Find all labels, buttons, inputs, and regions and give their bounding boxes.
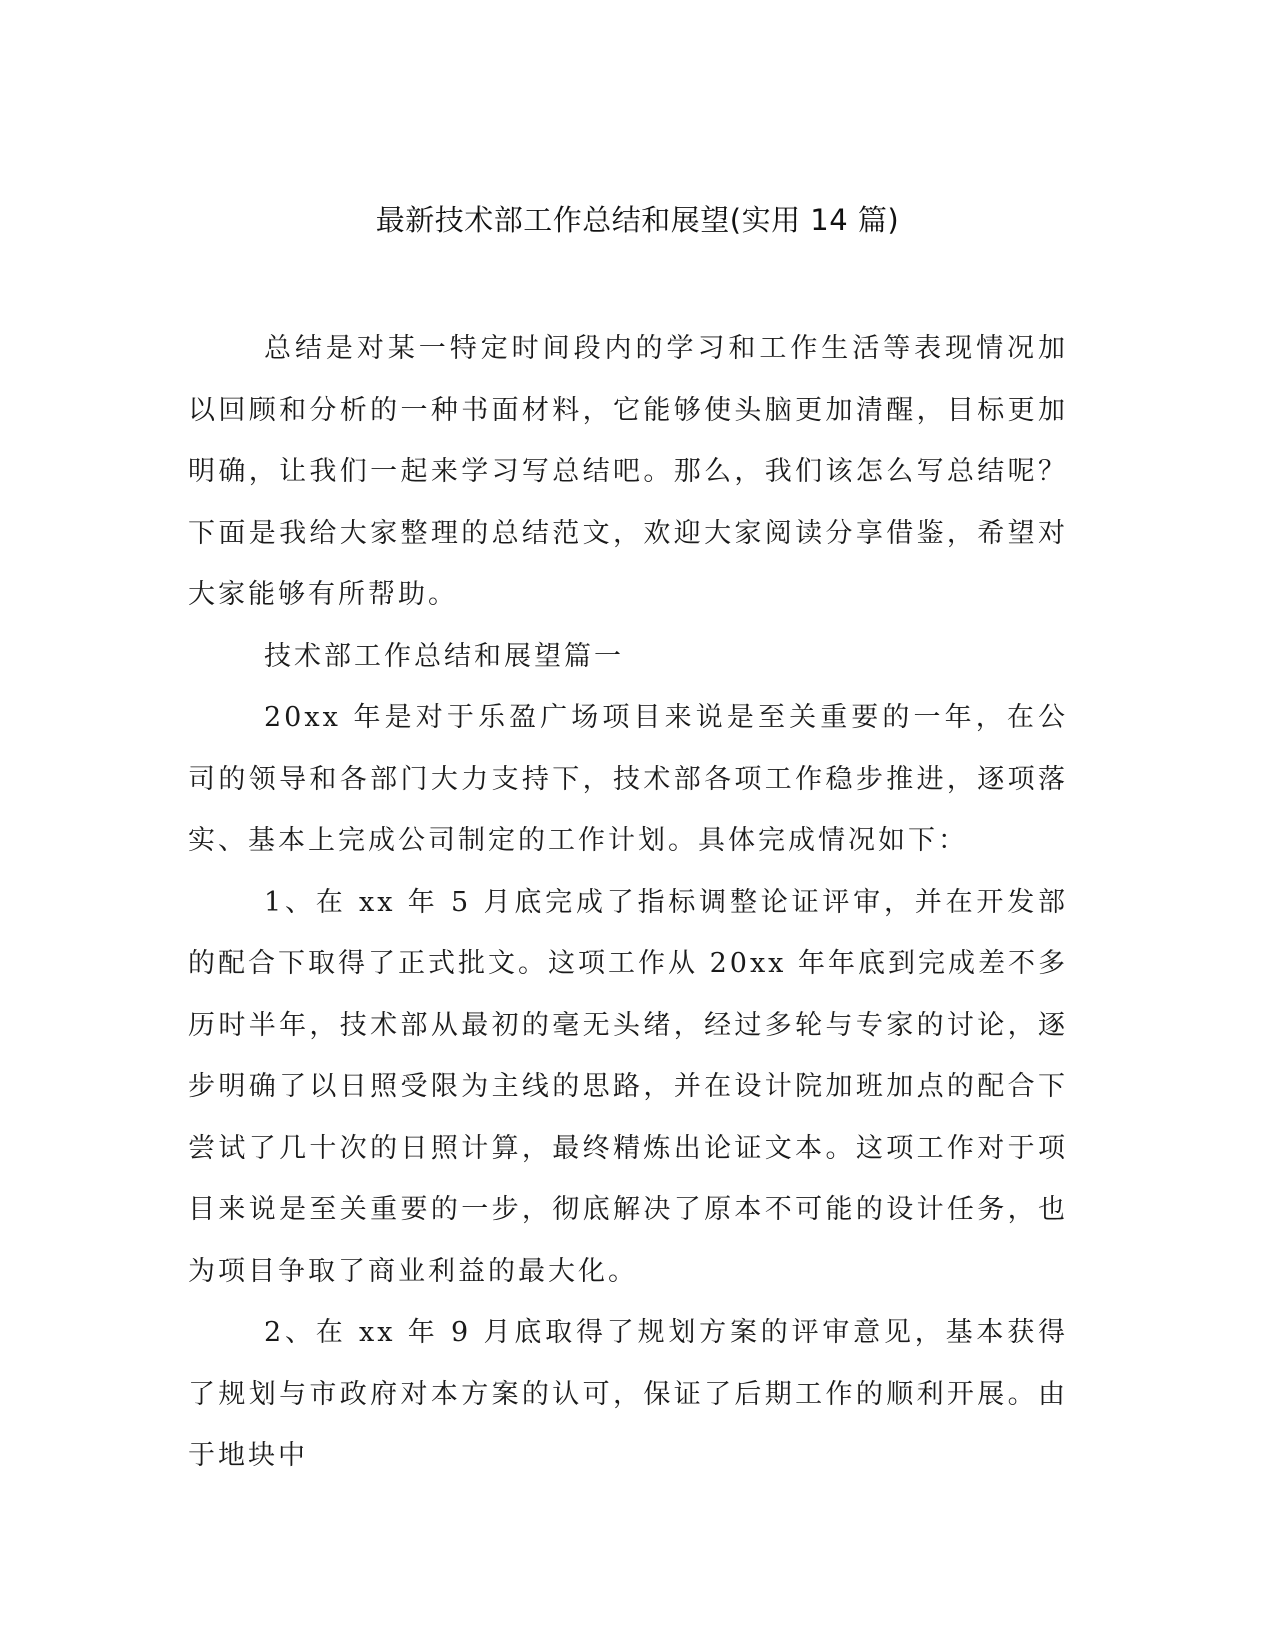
section-heading: 技术部工作总结和展望篇一 [264, 640, 624, 672]
intro-paragraph: 总结是对某一特定时间段内的学习和工作生活等表现情况加以回顾和分析的一种书面材料，它能够使头脑更加清醒，目标更加明确，让我们一起来学习写总结吧。那么，我们该怎么写总结呢？下面是我给大家整理的总结范文，欢迎大家阅读分享借鉴，希望对大家能够有所帮助。 [188, 333, 1068, 610]
body-paragraph: 2、在 xx 年 9 月底取得了规划方案的评审意见，基本获得了规划与市政府对本方案的认可，保证了后期工作的顺利开展。由于地块中 [188, 1317, 1068, 1471]
body-paragraph: 20xx 年是对于乐盈广场项目来说是至关重要的一年，在公司的领导和各部门大力支持下，技术部各项工作稳步推进，逐项落实、基本上完成公司制定的工作计划。具体完成情况如下： [188, 702, 1068, 856]
body-paragraph: 1、在 xx 年 5 月底完成了指标调整论证评审，并在开发部的配合下取得了正式批文。这项工作从 20xx 年年底到完成差不多历时半年，技术部从最初的毫无头绪，经过多轮与专家的讨论，逐步明确了以日照受限为主线的思路，并在设计院加班加点的配合下尝试了几十次的日照计算，最终精炼出论证文本。这项工作对于项目来说是至关重要的一步，彻底解决了原本不可能的设计任务，也为项目争取了商业利益的最大化。 [188, 886, 1068, 1287]
document-title: 最新技术部工作总结和展望(实用 14 篇) [375, 203, 900, 237]
document-body [188, 318, 1068, 1487]
